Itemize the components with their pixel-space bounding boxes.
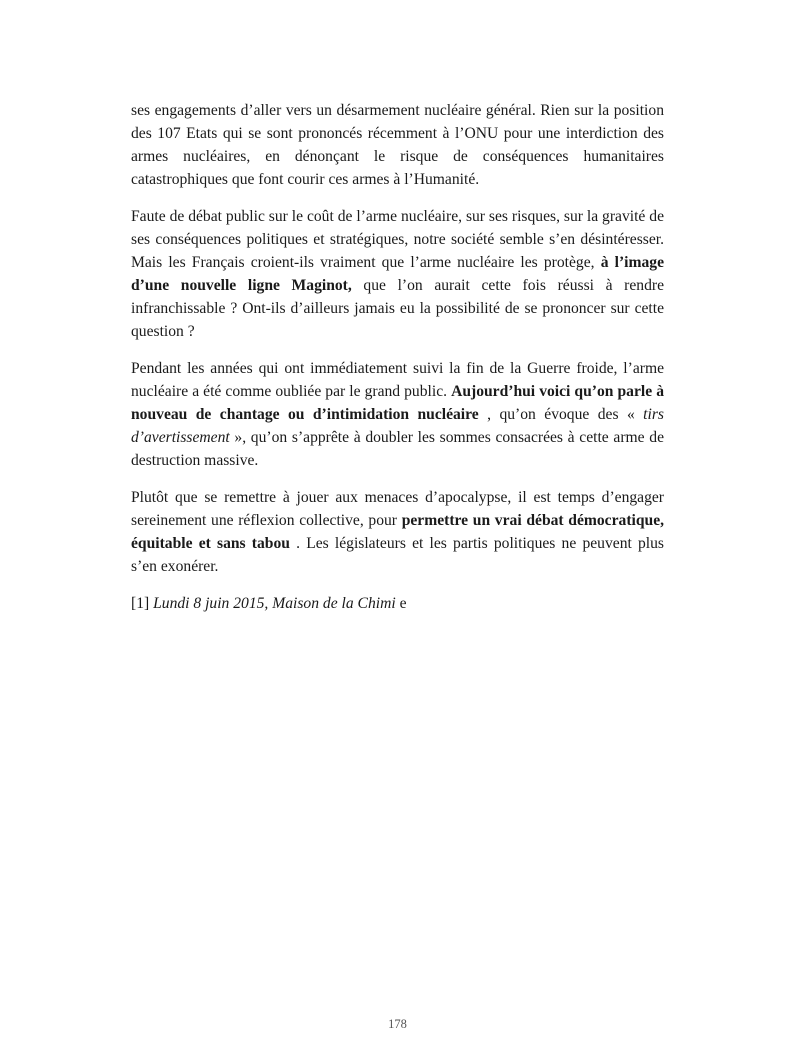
paragraph-1: [131, 99, 664, 191]
paragraph-2: [131, 205, 664, 343]
paragraph-3-run-5: », qu’on s’apprête à doubler les sommes consacrées à cette arme de destruction massive.: [131, 429, 664, 469]
paragraph-2-run-1: Faute de débat public sur le coût de l’arme nucléaire, sur ses risques, sur la gravité de ses conséquences politiques et stratégiques, notre société semble s’en désintéresser. Mais les Français croient-ils vraiment que l’arme nucléaire les protège,: [131, 208, 664, 271]
paragraph-4-run-3: . Les législateurs et les partis politiques ne peuvent plus s’en exonérer.: [131, 535, 664, 575]
paragraph-3-italic-phrase: tirs d’avertissement: [131, 406, 664, 446]
document-body: [131, 99, 664, 615]
paragraph-3: [131, 357, 664, 472]
paragraph-2-bold-phrase: à l’image d’une nouvelle ligne Maginot,: [131, 254, 664, 294]
paragraph-1-run-1: ses engagements d’aller vers un désarmement nucléaire général. Rien sur la position des 107 Etats qui se sont prononcés récemment à l’ONU pour une interdiction des armes nucléaires, en dénonçant le risque de conséquences humanitaires catastrophiques que font courir ces armes à l’Humanité.: [131, 102, 664, 188]
paragraph-2-run-3: que l’on aurait cette fois réussi à rendre infranchissable ? Ont-ils d’ailleurs jamais eu la possibilité de se prononcer sur cette question ?: [131, 277, 664, 340]
footnote: [131, 592, 664, 615]
paragraph-3-bold-phrase: Aujourd’hui voici qu’on parle à nouveau de chantage ou d’intimidation nucléaire: [131, 383, 664, 423]
paragraph-4-run-1: Plutôt que se remettre à jouer aux menaces d’apocalypse, il est temps d’engager sereinement une réflexion collective, pour: [131, 489, 664, 529]
paragraph-3-run-1: Pendant les années qui ont immédiatement suivi la fin de la Guerre froide, l’arme nucléaire a été comme oubliée par le grand public.: [131, 360, 664, 400]
paragraph-4: [131, 486, 664, 578]
footnote-marker: [1]: [131, 595, 154, 612]
paragraph-3-run-3: , qu’on évoque des «: [478, 406, 644, 423]
footnote-trailing: e: [395, 595, 407, 612]
page-number: 178: [388, 1017, 407, 1031]
footnote-text: Lundi 8 juin 2015, Maison de la Chimi: [153, 595, 396, 612]
paragraph-4-bold-phrase: permettre un vrai débat démocratique, équitable et sans tabou: [131, 512, 665, 552]
